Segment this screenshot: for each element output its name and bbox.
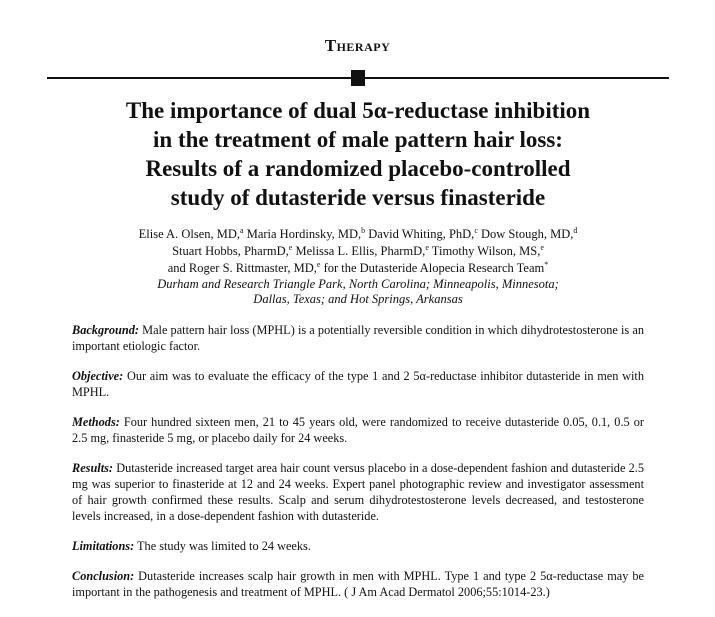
abstract-objective (72, 368, 644, 400)
author-name: Elise A. Olsen, MD, (138, 227, 241, 241)
article-title (60, 96, 656, 212)
abstract-heading: Background: (72, 323, 139, 337)
abstract (72, 322, 644, 614)
author-name: Maria Hordinsky, MD, (243, 227, 362, 241)
author-affiliation-mark: * (544, 259, 549, 269)
abstract-heading: Limitations: (72, 539, 135, 553)
title-line: study of dutasteride versus finasteride (170, 185, 546, 210)
affiliation-line: Dallas, Texas; and Hot Springs, Arkansas (253, 292, 463, 306)
author-line (60, 260, 656, 277)
abstract-heading: Methods: (72, 415, 120, 429)
abstract-conclusion (72, 568, 644, 600)
abstract-text: Our aim was to evaluate the efficacy of the type 1 and 2 5α-reductase inhibitor dutasteride in men with MPHL. (72, 369, 644, 399)
abstract-heading: Conclusion: (72, 569, 135, 583)
author-affiliation-mark: e (540, 242, 544, 252)
abstract-text: The study was limited to 24 weeks. (134, 539, 311, 553)
author-affiliation-mark: e (316, 259, 321, 269)
header-rule-marker (351, 70, 365, 86)
author-affiliation-mark: c (474, 225, 478, 235)
abstract-text: Dutasteride increases scalp hair growth in men with MPHL. Type 1 and type 2 5α-reductase may be important in the pathogenesis and treatment of MPHL. ( J Am Acad Dermatol 2006;55:1014-23.) (72, 569, 644, 599)
author-line (60, 226, 656, 243)
title-line: in the treatment of male pattern hair loss: (153, 127, 563, 152)
author-name: Melissa L. Ellis, PharmD, (292, 244, 426, 258)
author-affiliation-mark: a (240, 225, 244, 235)
abstract-limitations (72, 538, 644, 554)
author-name: Dow Stough, MD, (477, 227, 574, 241)
author-name: David Whiting, PhD, (365, 227, 475, 241)
author-affiliation-mark: b (361, 225, 366, 235)
author-affiliation-mark: e (425, 242, 429, 252)
author-name: Stuart Hobbs, PharmD, (172, 244, 289, 258)
abstract-methods (72, 414, 644, 446)
title-line: Results of a randomized placebo-controlled (145, 156, 571, 181)
author-affiliation-mark: d (573, 225, 578, 235)
author-name: Timothy Wilson, MS, (428, 244, 541, 258)
author-affiliation-mark: e (288, 242, 293, 252)
abstract-text: Four hundred sixteen men, 21 to 45 years old, were randomized to receive dutasteride 0.05, 0.1, 0.5 or 2.5 mg, finasteride 5 mg, or placebo daily for 24 weeks. (72, 415, 644, 445)
abstract-text: Dutasteride increased target area hair count versus placebo in a dose-dependent fashion and dutasteride 2.5 mg was superior to finasteride at 12 and 24 weeks. Expert panel photographic review and investigator assessment of hair growth confirmed these results. Scalp and serum dihydrotestosterone levels decreased, and testosterone levels increased, in a dose-dependent fashion with dutasteride. (72, 461, 644, 523)
abstract-heading: Results: (72, 461, 113, 475)
abstract-results (72, 460, 644, 524)
affiliation-line: Durham and Research Triangle Park, North Carolina; Minneapolis, Minnesota; (157, 277, 559, 291)
abstract-heading: Objective: (72, 369, 124, 383)
author-list (60, 226, 656, 277)
abstract-text: Male pattern hair loss (MPHL) is a potentially reversible condition in which dihydrotestosterone is an important etiologic factor. (72, 323, 644, 353)
abstract-background (72, 322, 644, 354)
author-line (60, 243, 656, 260)
author-group: for the Dutasteride Alopecia Research Team (320, 261, 545, 275)
title-line: The importance of dual 5α-reductase inhibition (125, 98, 591, 123)
affiliation (60, 277, 656, 307)
author-name: and Roger S. Rittmaster, MD, (167, 261, 317, 275)
section-label: Therapy (324, 36, 391, 55)
